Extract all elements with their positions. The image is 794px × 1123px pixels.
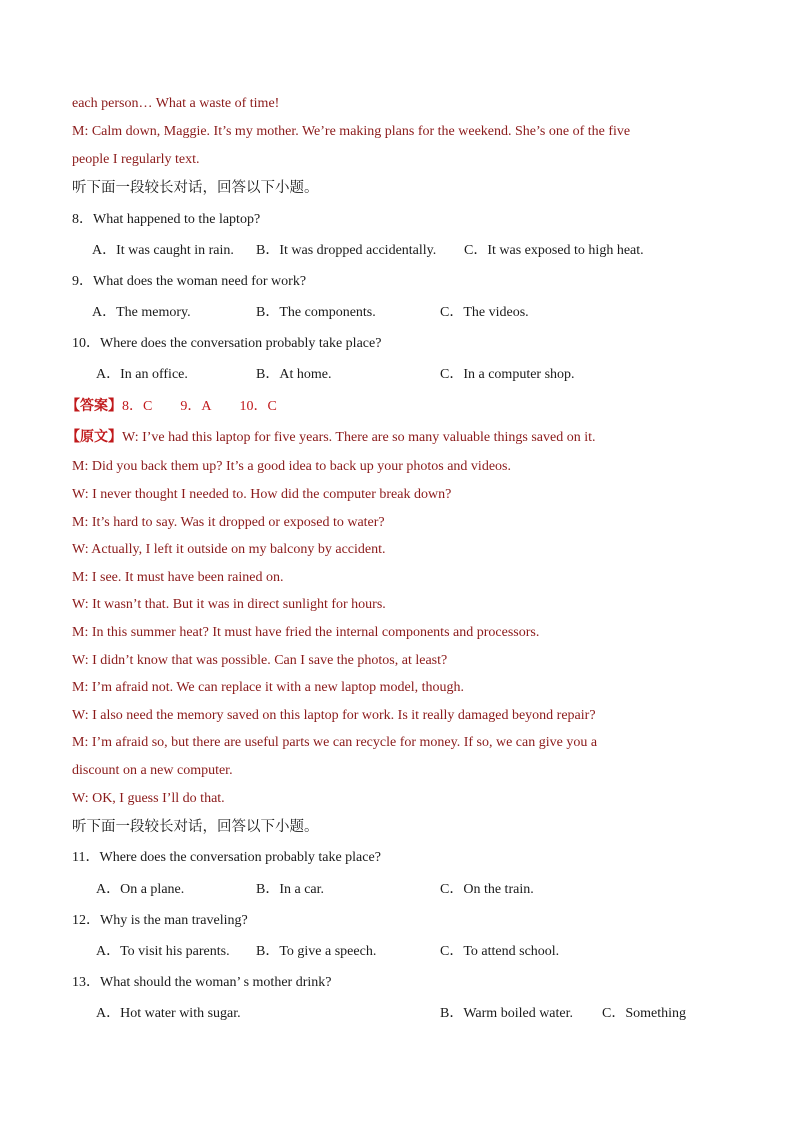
option-c: C．The videos. [440, 305, 529, 320]
answer-8: 8．C [122, 399, 153, 414]
transcript-line: M: In this summer heat? It must have fried the internal components and processors. [72, 625, 540, 640]
answer-key [66, 397, 277, 416]
transcript-line: M: I’m afraid so, but there are useful parts we can recycle for money. If so, we can give you a [72, 735, 598, 750]
option-a: A．It was caught in rain. [92, 243, 234, 258]
transcript-line: people I regularly text. [72, 152, 200, 167]
answer-10: 10．C [239, 399, 277, 414]
question-9: 9．What does the woman need for work? [72, 274, 307, 289]
transcript-line: each person… What a waste of time! [72, 96, 280, 111]
transcript-line: discount on a new computer. [72, 763, 233, 778]
transcript-line: W: It wasn’t that. But it was in direct sunlight for hours. [72, 597, 386, 612]
transcript-line: W: I didn’t know that was possible. Can I save the photos, at least? [72, 653, 448, 668]
transcript-line: M: I’m afraid not. We can replace it with a new laptop model, though. [72, 680, 465, 695]
transcript-line: W: I never thought I needed to. How did the computer break down? [72, 487, 452, 502]
transcript-line: W: I also need the memory saved on this laptop for work. Is it really damaged beyond repair? [72, 708, 596, 723]
question-13: 13．What should the woman’ s mother drink? [72, 975, 332, 990]
transcript-line: M: Calm down, Maggie. It’s my mother. We’re making plans for the weekend. She’s one of the five [72, 124, 631, 139]
option-b: B．In a car. [256, 882, 325, 897]
transcript-line: W: OK, I guess I’ll do that. [72, 791, 225, 806]
option-b: B．It was dropped accidentally. [256, 243, 437, 258]
option-c: C．It was exposed to high heat. [464, 243, 644, 258]
option-b: B．The components. [256, 305, 376, 320]
option-a: A．In an office. [96, 367, 188, 382]
option-b: B．Warm boiled water. [440, 1006, 574, 1021]
question-11: 11．Where does the conversation probably take place? [72, 850, 381, 865]
option-a: A．On a plane. [96, 882, 185, 897]
question-12: 12．Why is the man traveling? [72, 913, 248, 928]
answer-9: 9．A [180, 399, 212, 414]
option-c: C．In a computer shop. [440, 367, 575, 382]
transcript-line: M: Did you back them up? It’s a good idea to back up your photos and videos. [72, 459, 511, 474]
transcript-line: M: It’s hard to say. Was it dropped or exposed to water? [72, 515, 385, 530]
option-a: A．The memory. [92, 305, 191, 320]
option-c: C．Something [602, 1006, 687, 1021]
option-b: B．To give a speech. [256, 944, 377, 959]
option-a: A．To visit his parents. [96, 944, 230, 959]
transcript-line: W: I’ve had this laptop for five years. There are so many valuable things saved on it. [122, 430, 596, 445]
question-8: 8．What happened to the laptop? [72, 212, 261, 227]
section-instruction: 听下面一段较长对话，回答以下小题。 [72, 819, 319, 835]
transcript-first-line [66, 428, 596, 447]
original-label: 【原文】 [66, 429, 122, 445]
option-c: C．To attend school. [440, 944, 560, 959]
transcript-line: W: Actually, I left it outside on my balcony by accident. [72, 542, 386, 557]
section-instruction: 听下面一段较长对话，回答以下小题。 [72, 180, 319, 196]
answer-label: 【答案】 [66, 398, 122, 414]
option-b: B．At home. [256, 367, 332, 382]
question-10: 10．Where does the conversation probably take place? [72, 336, 382, 351]
transcript-line: M: I see. It must have been rained on. [72, 570, 284, 585]
option-a: A．Hot water with sugar. [96, 1006, 241, 1021]
option-c: C．On the train. [440, 882, 534, 897]
